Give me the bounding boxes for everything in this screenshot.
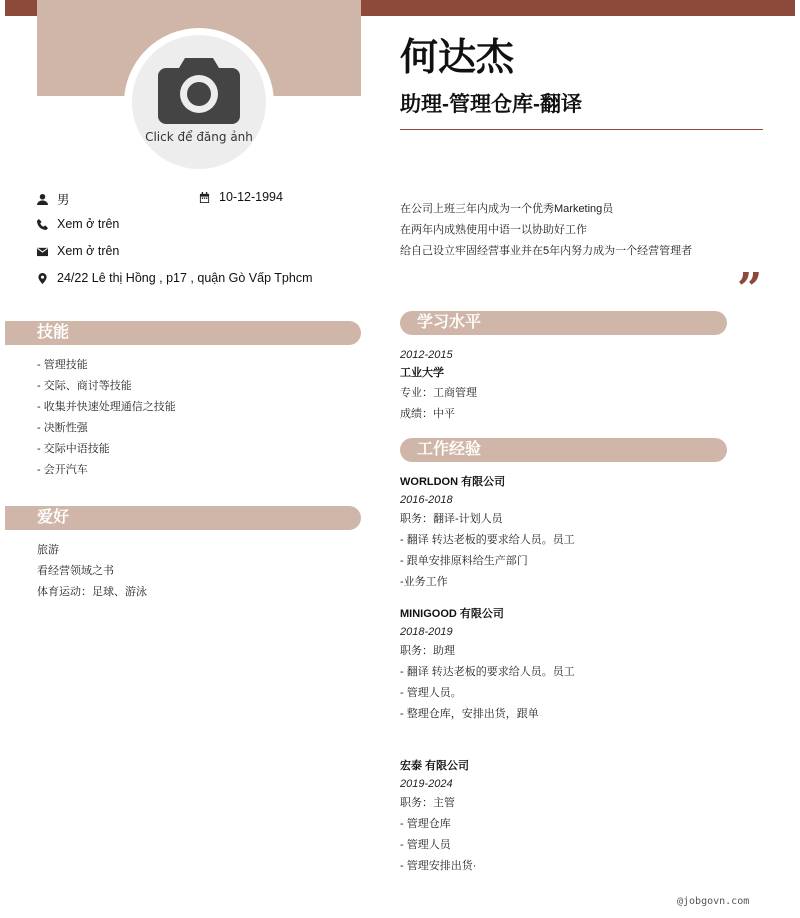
job-line: 职务：翻译-计划人员 — [400, 513, 503, 525]
skill-item: - 交际中语技能 — [37, 443, 110, 455]
education-grade: 成绩：中平 — [400, 408, 455, 420]
education-section-header — [400, 311, 727, 335]
skills-list — [37, 355, 176, 481]
objective-line: 在两年内成熟使用中语一以协助好工作 — [400, 224, 587, 236]
experience-title: 工作经验 — [417, 441, 482, 458]
experience-section-header — [400, 438, 727, 462]
quote-mark-icon: ” — [737, 264, 763, 315]
calendar-icon — [199, 192, 210, 203]
job-entry — [400, 605, 575, 725]
camera-icon[interactable] — [158, 54, 240, 124]
job-line: - 翻译 转达老板的要求给人员。员工 — [400, 534, 575, 546]
job-line: - 管理人员 — [400, 839, 451, 851]
skill-item: - 管理技能 — [37, 359, 88, 371]
education-school: 工业大学 — [400, 367, 444, 379]
skill-item: - 交际、商讨等技能 — [37, 380, 132, 392]
email-value: Xem ở trên — [57, 244, 120, 258]
hobbies-list — [37, 540, 147, 603]
birthdate-value: 10-12-1994 — [219, 190, 283, 204]
job-line: - 管理仓库 — [400, 818, 451, 830]
job-line: - 管理人员。 — [400, 687, 462, 699]
education-entry — [400, 346, 477, 425]
location-pin-icon — [37, 273, 48, 284]
skill-item: - 会开汽车 — [37, 464, 88, 476]
job-period: 2016-2018 — [400, 494, 453, 506]
job-line: - 翻译 转达老板的要求给人员。员工 — [400, 666, 575, 678]
job-title: 助理-管理仓库-翻译 — [400, 93, 582, 116]
phone-icon — [37, 219, 48, 230]
job-period: 2018-2019 — [400, 626, 453, 638]
job-period: 2019-2024 — [400, 778, 453, 790]
person-icon — [37, 194, 48, 205]
job-company: WORLDON 有限公司 — [400, 476, 506, 488]
job-line: -业务工作 — [400, 576, 448, 588]
skill-item: - 收集并快速处理通信之技能 — [37, 401, 176, 413]
watermark: @jobgovn.com — [677, 896, 750, 907]
candidate-name: 何达杰 — [400, 37, 515, 79]
skills-section-header — [5, 321, 361, 345]
gender-row — [37, 190, 70, 208]
objective-line: 在公司上班三年内成为一个优秀Marketing员 — [400, 203, 614, 215]
gender-value: 男 — [57, 193, 70, 207]
job-company: MINIGOOD 有限公司 — [400, 608, 504, 620]
email-row — [37, 244, 119, 258]
education-major: 专业：工商管理 — [400, 387, 477, 399]
photo-upload-label[interactable]: Click để đăng ảnh — [145, 130, 253, 144]
hobbies-section-header — [5, 506, 361, 530]
job-entry — [400, 757, 476, 877]
phone-row — [37, 217, 119, 231]
envelope-icon — [37, 246, 48, 257]
job-line: - 管理安排出货· — [400, 860, 477, 872]
education-period: 2012-2015 — [400, 349, 453, 361]
job-line: 职务：助理 — [400, 645, 455, 657]
objective-line: 给自己设立牢固经营事业并在5年内努力成为一个经营管理者 — [400, 245, 693, 257]
address-row — [37, 271, 313, 285]
birthdate-row — [199, 190, 283, 204]
career-objective — [400, 199, 692, 262]
job-line: 职务：主管 — [400, 797, 455, 809]
phone-value: Xem ở trên — [57, 217, 120, 231]
hobby-item: 旅游 — [37, 544, 59, 556]
title-divider — [400, 129, 763, 130]
education-title: 学习水平 — [417, 314, 482, 331]
skills-title: 技能 — [37, 324, 70, 341]
address-value: 24/22 Lê thị Hồng , p17 , quận Gò Vấp Tphcm — [57, 271, 313, 285]
hobbies-title: 爱好 — [37, 509, 70, 526]
job-line: - 整理仓库，安排出货，跟单 — [400, 708, 539, 720]
job-company: 宏泰 有限公司 — [400, 760, 470, 772]
skill-item: - 决断性强 — [37, 422, 88, 434]
job-entry — [400, 473, 575, 593]
hobby-item: 体育运动：足球、游泳 — [37, 586, 147, 598]
hobby-item: 看经营领域之书 — [37, 565, 114, 577]
job-line: - 跟单安排原料给生产部门 — [400, 555, 528, 567]
